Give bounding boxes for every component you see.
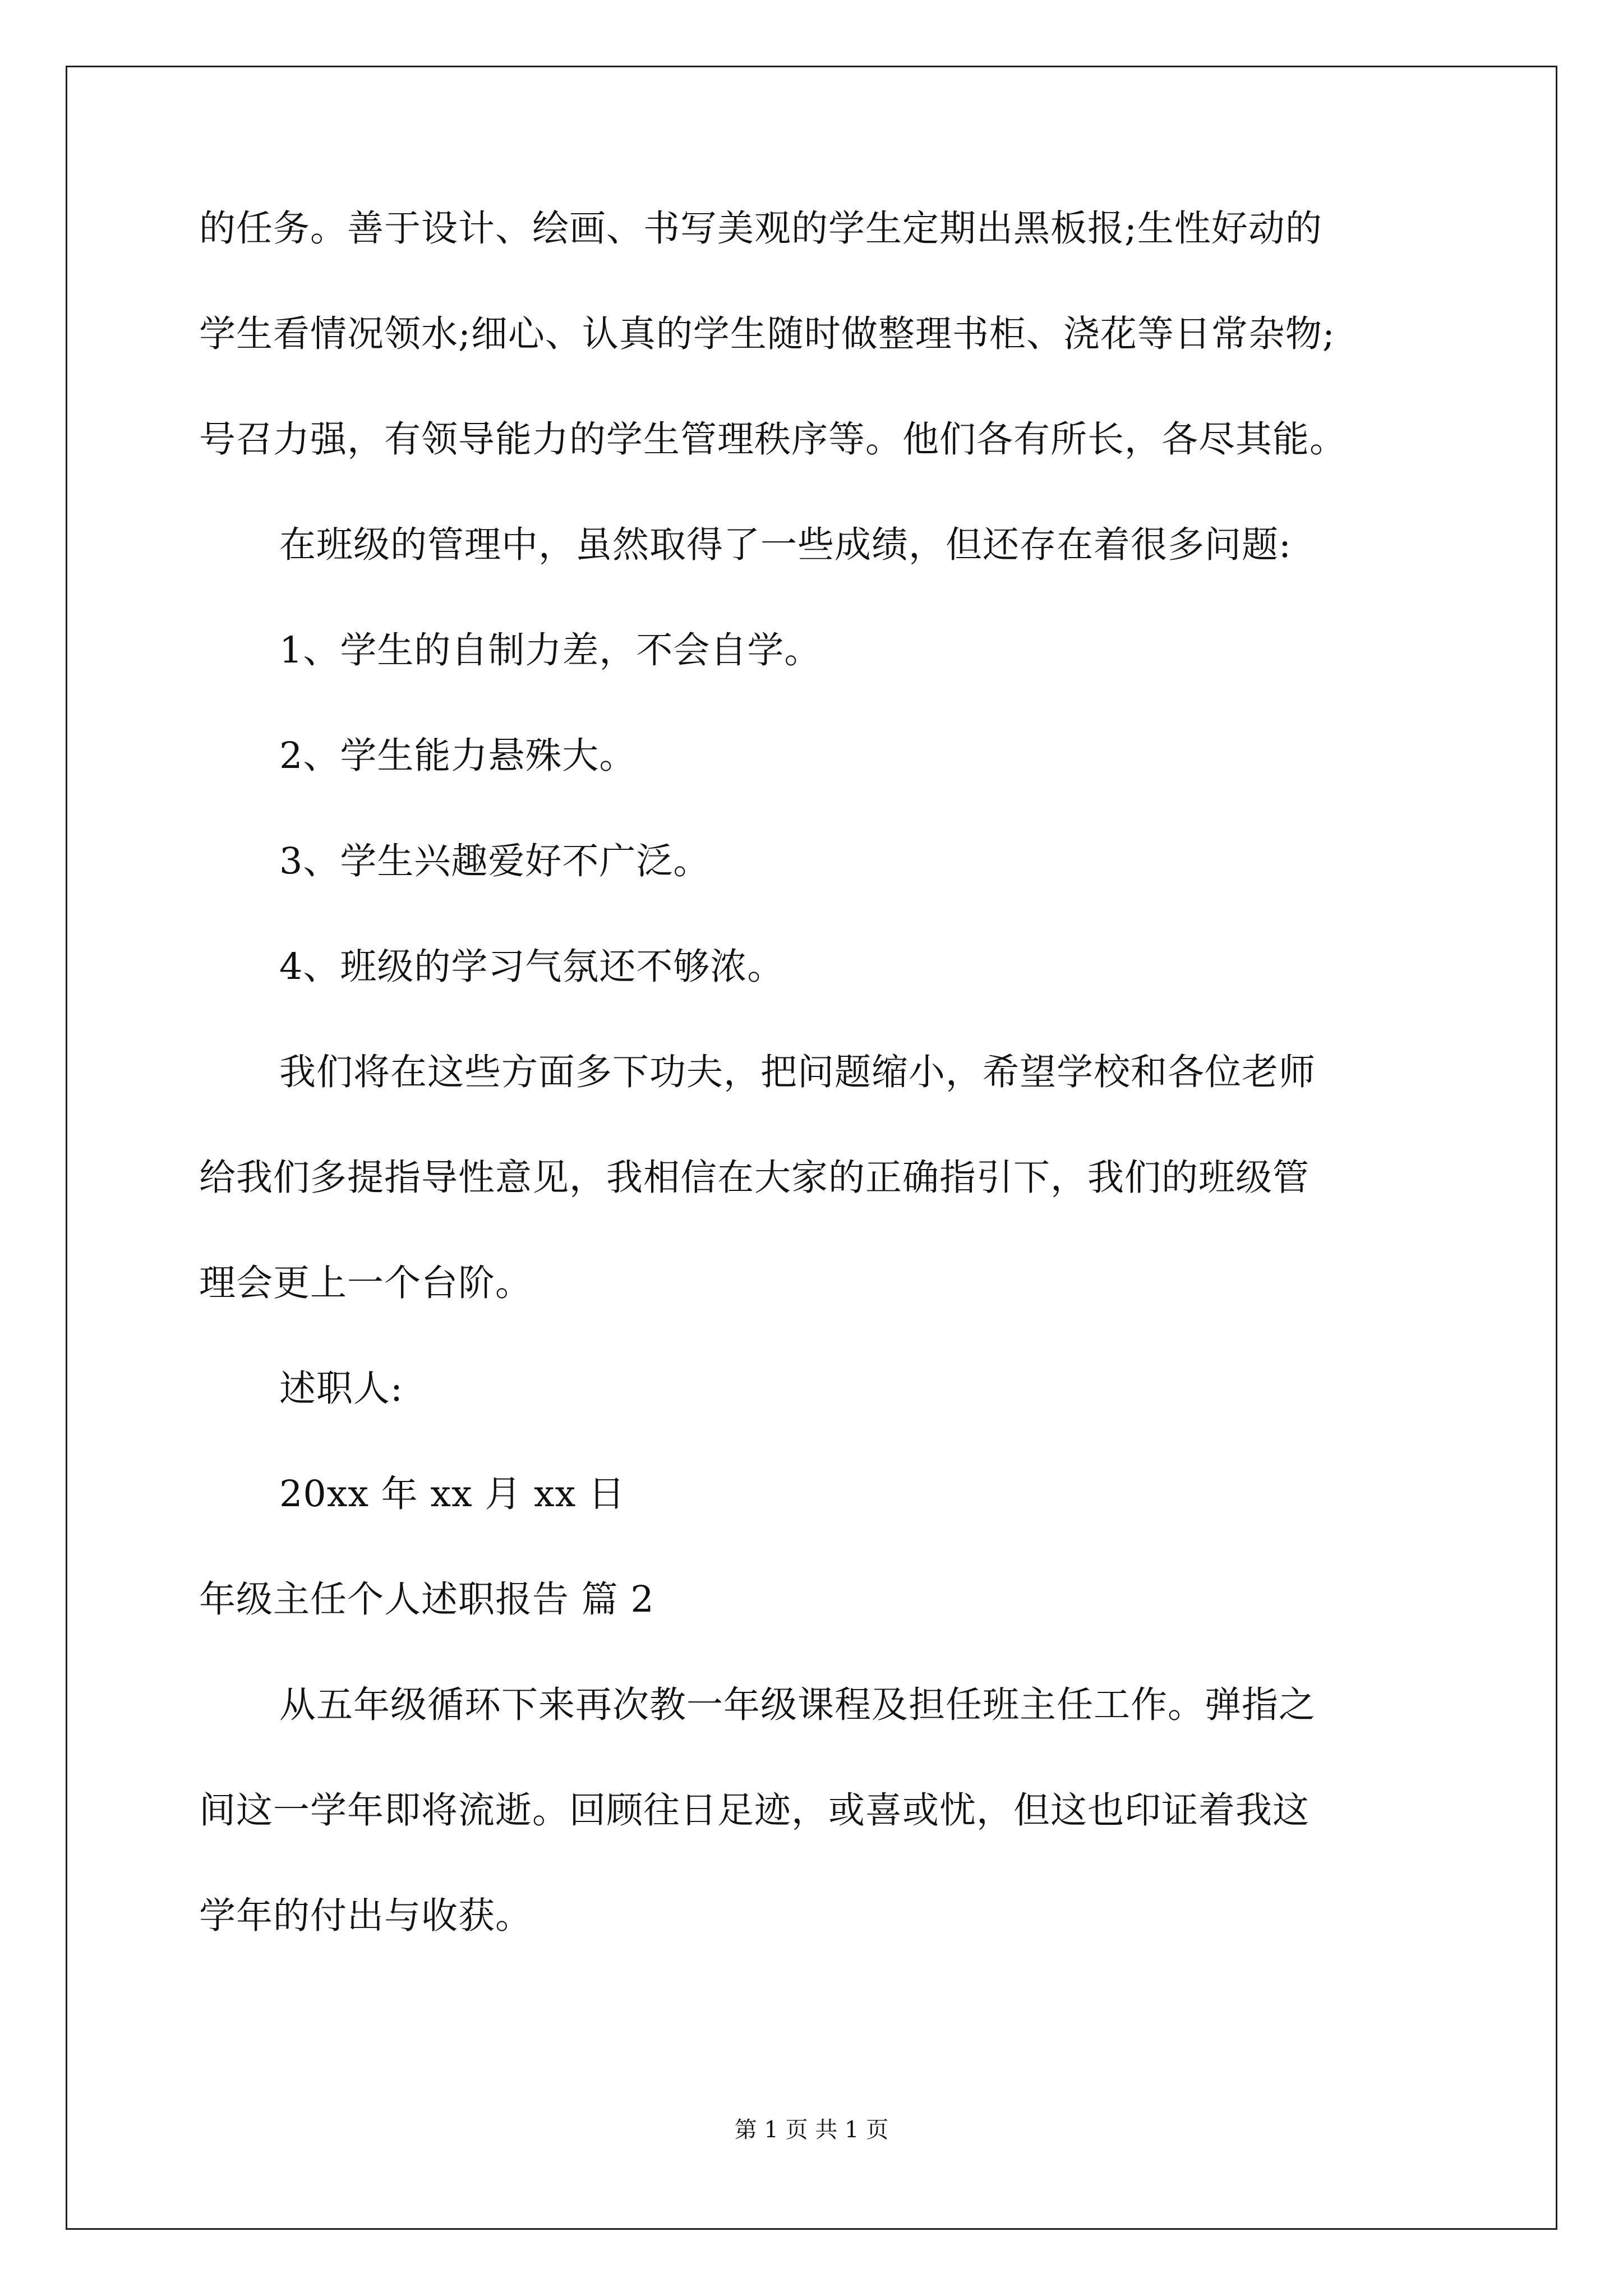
signature-label: 述职人: [279, 1368, 403, 1410]
paragraph-line: 在班级的管理中，虽然取得了一些成绩，但还存在着很多问题: [279, 524, 1292, 566]
paragraph-line: 我们将在这些方面多下功夫，把问题缩小，希望学校和各位老师 [279, 1051, 1316, 1093]
paragraph-line: 学年的付出与收获。 [199, 1895, 533, 1937]
paragraph-line: 从五年级循环下来再次教一年级课程及担任班主任工作。弹指之 [279, 1684, 1316, 1726]
paragraph-line: 理会更上一个台阶。 [199, 1262, 533, 1304]
list-item: 2、学生能力悬殊大。 [279, 735, 637, 777]
paragraph-line: 的任务。善于设计、绘画、书写美观的学生定期出黑板报;生性好动的 [199, 208, 1322, 250]
page-footer: 第 1 页 共 1 页 [734, 2117, 889, 2143]
section-heading: 年级主任个人述职报告 篇 2 [199, 1579, 654, 1621]
list-item: 3、学生兴趣爱好不广泛。 [279, 840, 711, 882]
paragraph-line: 号召力强，有领导能力的学生管理秩序等。他们各有所长，各尽其能。 [199, 418, 1347, 461]
date-line: 20xx 年 xx 月 xx 日 [279, 1473, 625, 1515]
paragraph-line: 学生看情况领水;细心、认真的学生随时做整理书柜、浇花等日常杂物; [199, 313, 1335, 355]
paragraph-line: 给我们多提指导性意见，我相信在大家的正确指引下，我们的班级管 [199, 1157, 1310, 1199]
list-item: 4、班级的学习气氛还不够浓。 [279, 946, 785, 988]
list-item: 1、学生的自制力差，不会自学。 [279, 629, 822, 671]
paragraph-line: 间这一学年即将流逝。回顾往日足迹，或喜或忧，但这也印证着我这 [199, 1789, 1310, 1832]
document-body [199, 210, 1427, 2003]
